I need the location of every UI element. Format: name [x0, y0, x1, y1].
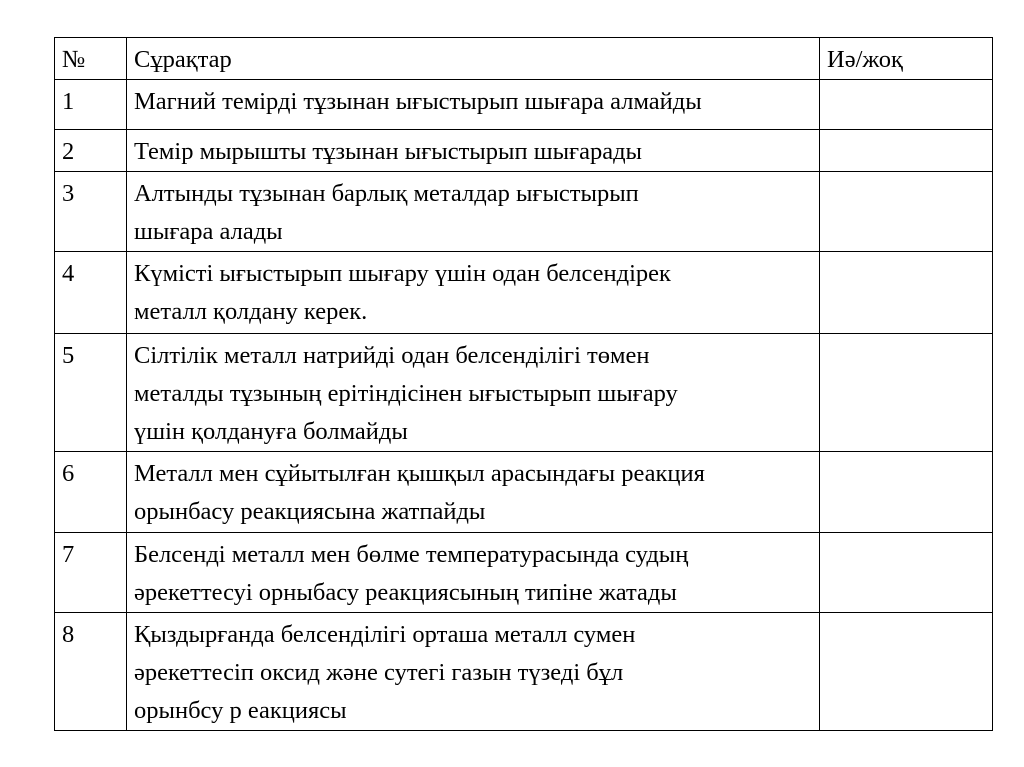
- row-number: 1: [55, 80, 127, 130]
- question-text: Күмісті ығыстырып шығару үшін одан белсендірек металл қолдану керек.: [127, 252, 820, 334]
- answer-cell[interactable]: [820, 334, 993, 452]
- answer-cell[interactable]: [820, 80, 993, 130]
- row-number: 4: [55, 252, 127, 334]
- table-row: [55, 80, 993, 130]
- header-number: №: [55, 38, 127, 80]
- question-text: Алтынды тұзынан барлық металдар ығыстырып шығара алады: [127, 172, 820, 252]
- table-row: [55, 613, 993, 731]
- row-number: 2: [55, 130, 127, 172]
- answer-cell[interactable]: [820, 172, 993, 252]
- answer-cell[interactable]: [820, 452, 993, 533]
- header-yes-no: Иә/жоқ: [820, 38, 993, 80]
- question-text: Темір мырышты тұзынан ығыстырып шығарады: [127, 130, 820, 172]
- header-row: [55, 38, 993, 80]
- table-row: [55, 334, 993, 452]
- table-row: [55, 533, 993, 613]
- answer-cell[interactable]: [820, 252, 993, 334]
- answer-cell[interactable]: [820, 130, 993, 172]
- question-text: Сілтілік металл натрийді одан белсенділігі төмен металды тұзының ерітіндісінен ығыстырып шығару үшін қолдануға болмайды: [127, 334, 820, 452]
- table-row: [55, 252, 993, 334]
- questions-table: [54, 37, 993, 731]
- answer-cell[interactable]: [820, 613, 993, 731]
- question-text: Белсенді металл мен бөлме температурасында судың әрекеттесуі орныбасу реакциясының типіне жатады: [127, 533, 820, 613]
- question-text: Металл мен сұйытылған қышқыл арасындағы реакция орынбасу реакциясына жатпайды: [127, 452, 820, 533]
- question-text: Магний темірді тұзынан ығыстырып шығара алмайды: [127, 80, 820, 130]
- row-number: 8: [55, 613, 127, 731]
- row-number: 6: [55, 452, 127, 533]
- row-number: 7: [55, 533, 127, 613]
- table-row: [55, 130, 993, 172]
- row-number: 5: [55, 334, 127, 452]
- answer-cell[interactable]: [820, 533, 993, 613]
- table-row: [55, 452, 993, 533]
- row-number: 3: [55, 172, 127, 252]
- header-questions: Сұрақтар: [127, 38, 820, 80]
- table-row: [55, 172, 993, 252]
- question-text: Қыздырғанда белсенділігі орташа металл сумен әрекеттесіп оксид және сутегі газын түзеді бұл орынбсу р еакциясы: [127, 613, 820, 731]
